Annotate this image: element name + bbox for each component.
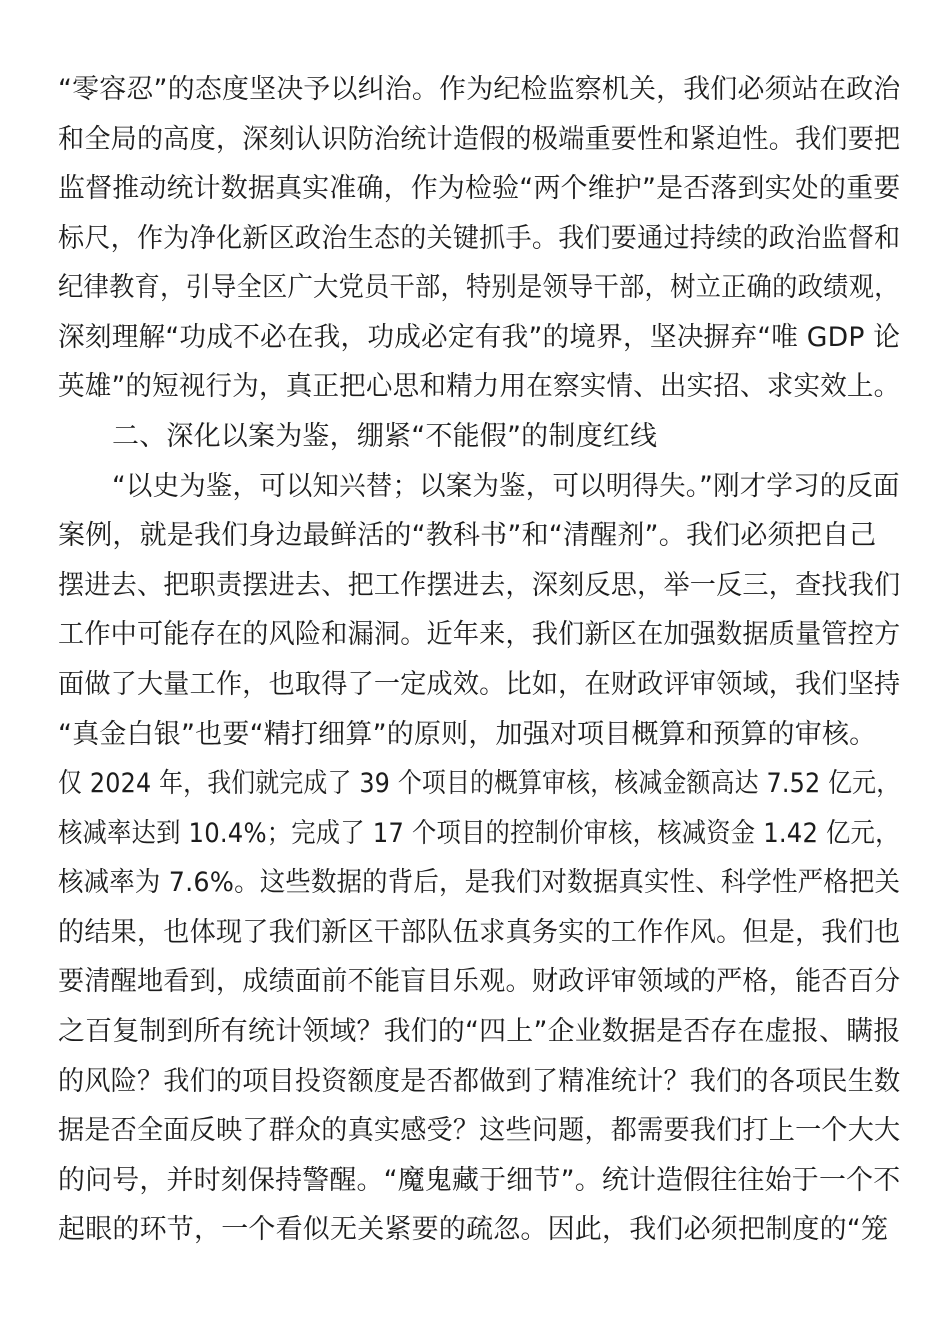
text-line: “真金白银”也要“精打细算”的原则，加强对项目概算和预算的审核。: [58, 719, 877, 750]
text-line: 面做了大量工作，也取得了一定成效。比如，在财政评审领域，我们坚持: [58, 669, 901, 700]
text-line: 工作中可能存在的风险和漏洞。近年来，我们新区在加强数据质量管控方: [58, 619, 901, 650]
text-line: 案例，就是我们身边最鲜活的“教科书”和“清醒剂”。我们必须把自己: [58, 520, 877, 551]
text-line: 核减率为 7.6%。这些数据的背后，是我们对数据真实性、科学性严格把关: [58, 867, 901, 898]
text-line: 之百复制到所有统计领域？我们的“四上”企业数据是否存在虚报、瞒报: [58, 1016, 901, 1047]
text-line: 摆进去、把职责摆进去、把工作摆进去，深刻反思，举一反三，查找我们: [58, 570, 901, 601]
text-line: 标尺，作为净化新区政治生态的关键抓手。我们要通过持续的政治监督和: [58, 223, 901, 254]
text-line: 起眼的环节，一个看似无关紧要的疏忽。因此，我们必须把制度的“笼: [58, 1214, 889, 1245]
text-line: 英雄”的短视行为，真正把心思和精力用在察实情、出实招、求实效上。: [58, 371, 901, 402]
text-line: 仅 2024 年，我们就完成了 39 个项目的概算审核，核减金额高达 7.52 亿元，: [58, 768, 901, 799]
text-line: 据是否全面反映了群众的真实感受？这些问题，都需要我们打上一个大大: [58, 1115, 901, 1146]
section-heading: 二、深化以案为鉴，绷紧“不能假”的制度红线: [112, 421, 658, 452]
text-line: 深刻理解“功成不必在我，功成必定有我”的境界，坚决摒弃“唯 GDP 论: [58, 322, 901, 353]
text-line: 要清醒地看到，成绩面前不能盲目乐观。财政评审领域的严格，能否百分: [58, 966, 901, 997]
text-line: 纪律教育，引导全区广大党员干部，特别是领导干部，树立正确的政绩观，: [58, 272, 900, 303]
text-line: 监督推动统计数据真实准确，作为检验“两个维护”是否落到实处的重要: [58, 173, 901, 204]
text-line: 和全局的高度，深刻认识防治统计造假的极端重要性和紧迫性。我们要把: [58, 124, 901, 155]
text-line: 核减率达到 10.4%；完成了 17 个项目的控制价审核，核减资金 1.42 亿元，: [58, 818, 900, 849]
text-line: “零容忍”的态度坚决予以纠治。作为纪检监察机关，我们必须站在政治: [58, 74, 901, 105]
text-line: 的风险？我们的项目投资额度是否都做到了精准统计？我们的各项民生数: [58, 1066, 901, 1097]
text-line: “以史为鉴，可以知兴替；以案为鉴，可以明得失。”刚才学习的反面: [112, 471, 900, 502]
text-line: 的结果，也体现了我们新区干部队伍求真务实的工作作风。但是，我们也: [58, 917, 901, 948]
text-line: 的问号，并时刻保持警醒。“魔鬼藏于细节”。统计造假往往始于一个不: [58, 1165, 901, 1196]
